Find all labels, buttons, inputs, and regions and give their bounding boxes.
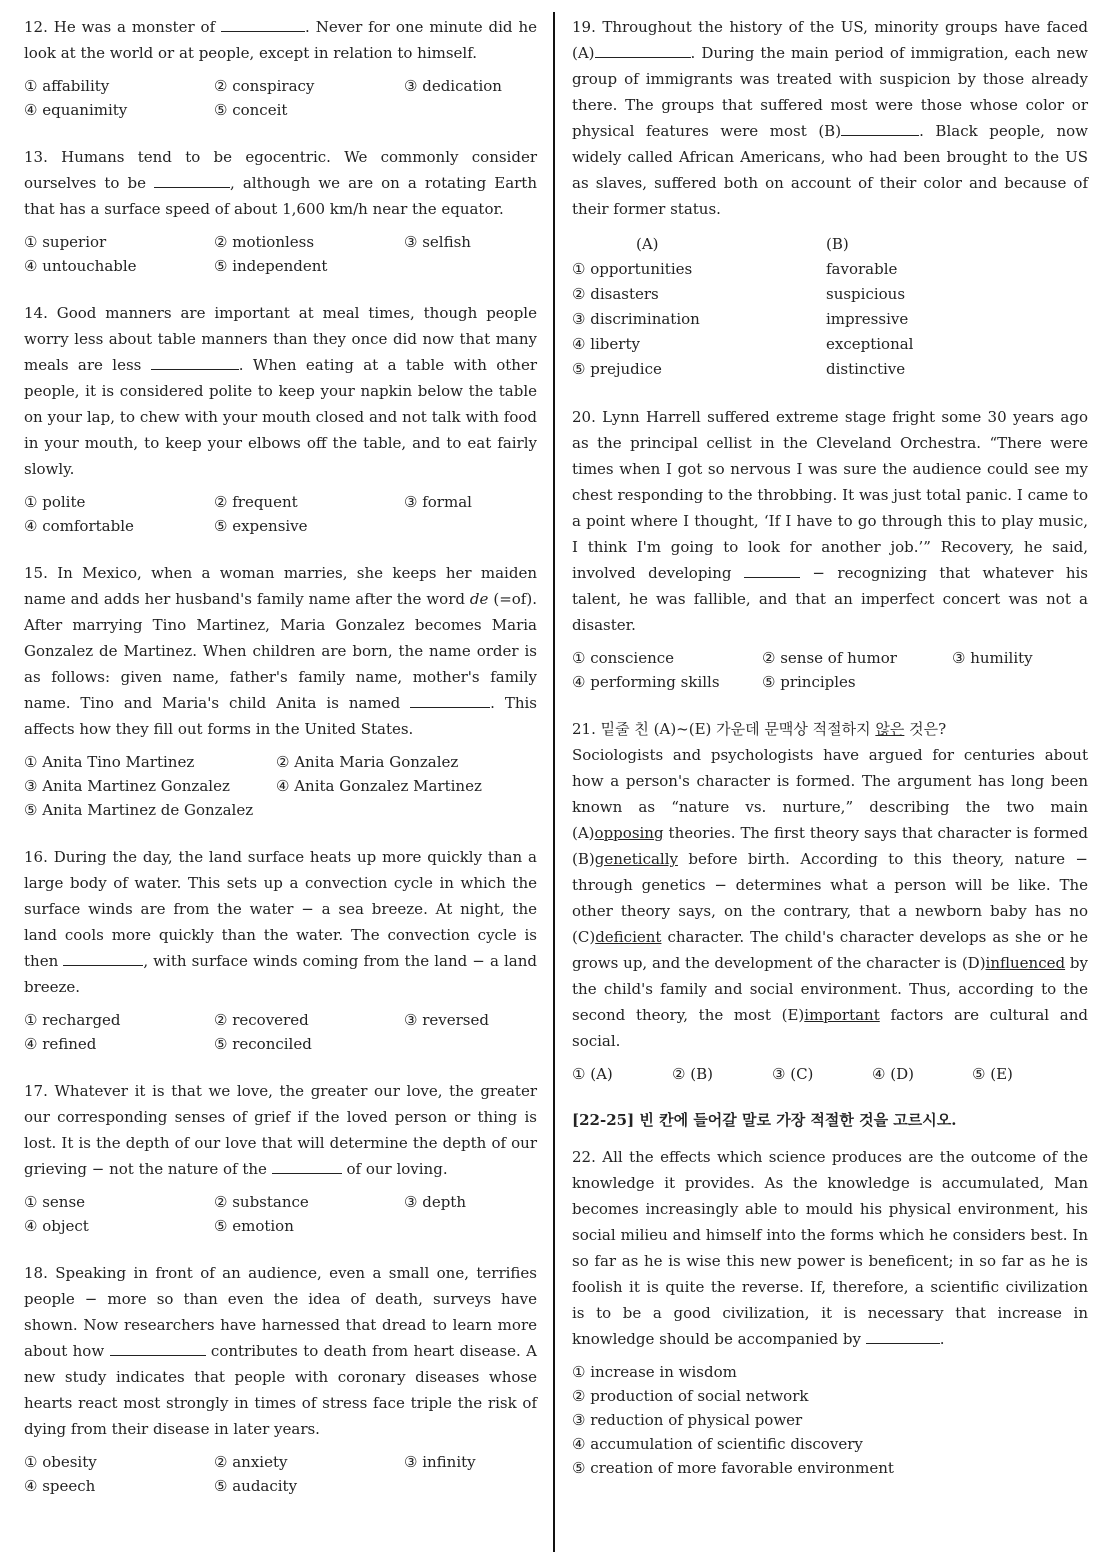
choice-5[interactable]: ⑤ principles — [762, 673, 856, 691]
column-header-b: (B) — [826, 235, 849, 253]
choice-4[interactable]: ④ refined — [24, 1035, 97, 1053]
question-13-text: 13. Humans tend to be egocentric. We commonly consider ourselves to be , although we are on a rotating Earth that has a surface speed of about 1,600 km/h near the equator. — [24, 148, 537, 218]
choice-5[interactable]: ⑤ audacity — [214, 1477, 298, 1495]
answer-blank-b — [841, 120, 919, 136]
choice-4[interactable]: ④ performing skills — [572, 673, 720, 691]
answer-blank — [151, 354, 239, 370]
answer-blank — [63, 950, 143, 966]
choice-3[interactable]: ③ infinity — [404, 1453, 476, 1471]
question-17-choices — [24, 1190, 537, 1238]
column-header-a: (A) — [636, 235, 659, 253]
question-21-passage: Sociologists and psychologists have argued for centuries about how a person's character is formed. The argument has long been known as “nature vs. nurture,” describing the two main (A)opposing theories. The first theory says that character is formed (B)genetically before birth. According to this theory, nature − through genetics − determines what a person will be like. The other theory says, on the contrary, that a newborn baby has no (C)deficient character. The child's character develops as she or he grows up, and the development of the character is (D)influenced by the child's family and social environment. Thus, according to the second theory, the most (E)important factors are cultural and social. — [572, 746, 1088, 1050]
choice-5[interactable]: ⑤ prejudice distinctive — [572, 360, 906, 378]
choice-4[interactable]: ④ Anita Gonzalez Martinez — [276, 777, 482, 795]
answer-blank — [110, 1340, 206, 1356]
choice-4[interactable]: ④ (D) — [872, 1065, 914, 1083]
question-13 — [24, 144, 537, 278]
right-column — [572, 14, 1088, 1502]
question-22-choices — [572, 1360, 1088, 1480]
choice-5[interactable]: ⑤ (E) — [972, 1065, 1013, 1083]
choice-1[interactable]: ① Anita Tino Martinez — [24, 753, 195, 771]
choice-4[interactable]: ④ speech — [24, 1477, 96, 1495]
answer-blank — [154, 172, 230, 188]
question-15 — [24, 560, 537, 822]
question-14-choices — [24, 490, 537, 538]
choice-4[interactable]: ④ accumulation of scientific discovery — [572, 1435, 863, 1453]
choice-1[interactable]: ① superior — [24, 233, 107, 251]
choice-1[interactable]: ① conscience — [572, 649, 675, 667]
question-18 — [24, 1260, 537, 1498]
choice-2[interactable]: ② frequent — [214, 493, 298, 511]
question-18-choices — [24, 1450, 537, 1498]
question-16-text: 16. During the day, the land surface heats up more quickly than a large body of water. This sets up a convection cycle in which the surface winds are from the water − a sea breeze. At night, the land cools more quickly than the water. The convection cycle is then , with surface winds coming from the land − a land breeze. — [24, 848, 537, 996]
choice-3[interactable]: ③ depth — [404, 1193, 466, 1211]
answer-blank — [410, 692, 490, 708]
choice-1[interactable]: ① opportunities favorable — [572, 260, 898, 278]
choice-4[interactable]: ④ untouchable — [24, 257, 137, 275]
question-16 — [24, 844, 537, 1056]
question-22-text: 22. All the effects which science produces are the outcome of the knowledge it provides. As the knowledge is accumulated, Man becomes increasingly able to mould his physical environment, his social milieu and himself into the forms which he considers best. In so far as he is wise this new power is beneficent; in so far as he is foolish it is quite the reverse. If, therefore, a scientific civilization is to be a good civilization, it is necessary that increase in knowledge should be accompanied by . — [572, 1148, 1088, 1348]
choice-3[interactable]: ③ dedication — [404, 77, 502, 95]
choice-5[interactable]: ⑤ creation of more favorable environment — [572, 1459, 894, 1477]
answer-blank — [221, 16, 305, 32]
choice-3[interactable]: ③ humility — [952, 649, 1033, 667]
question-12 — [24, 14, 537, 122]
question-14 — [24, 300, 537, 538]
choice-5[interactable]: ⑤ Anita Martinez de Gonzalez — [24, 801, 254, 819]
underlined-word-a: opposing — [594, 824, 664, 842]
question-13-choices — [24, 230, 537, 278]
question-21 — [572, 716, 1088, 1086]
choice-3[interactable]: ③ formal — [404, 493, 472, 511]
answer-blank-a — [595, 42, 691, 58]
question-22 — [572, 1144, 1088, 1480]
choice-1[interactable]: ① obesity — [24, 1453, 97, 1471]
choice-3[interactable]: ③ reversed — [404, 1011, 489, 1029]
choice-5[interactable]: ⑤ conceit — [214, 101, 288, 119]
choice-5[interactable]: ⑤ reconciled — [214, 1035, 312, 1053]
choice-1[interactable]: ① increase in wisdom — [572, 1363, 737, 1381]
question-21-prompt: 21. 밑줄 친 (A)~(E) 가운데 문맥상 적절하지 않은 것은? — [572, 720, 947, 738]
choice-1[interactable]: ① polite — [24, 493, 86, 511]
question-21-choices — [572, 1062, 1088, 1086]
answer-blank — [744, 562, 800, 578]
column-divider — [553, 12, 555, 1552]
question-14-text: 14. Good manners are important at meal times, though people worry less about table manners than they once did now that many meals are less . When eating at a table with other people, it is considered polite to keep your napkin below the table on your lap, to chew with your mouth closed and not talk with food in your mouth, to keep your elbows off the table, and to eat fairly slowly. — [24, 304, 538, 478]
choice-3[interactable]: ③ Anita Martinez Gonzalez — [24, 777, 230, 795]
question-17-text: 17. Whatever it is that we love, the greater our love, the greater our corresponding senses of grief if the loved person or thing is lost. It is the depth of our love that will determine the depth of our grieving − not the nature of the of our loving. — [24, 1082, 537, 1178]
choice-5[interactable]: ⑤ independent — [214, 257, 328, 275]
question-19 — [572, 14, 1088, 382]
choice-2[interactable]: ② (B) — [672, 1065, 713, 1083]
choice-1[interactable]: ① recharged — [24, 1011, 121, 1029]
choice-1[interactable]: ① sense — [24, 1193, 86, 1211]
choice-2[interactable]: ② recovered — [214, 1011, 309, 1029]
choice-4[interactable]: ④ liberty exceptional — [572, 335, 914, 353]
underlined-word-d: influenced — [985, 954, 1066, 972]
question-15-text: 15. In Mexico, when a woman marries, she keeps her maiden name and adds her husband's family name after the word de (=of). After marrying Tino Martinez, Maria Gonzalez becomes Maria Gonzalez de Martinez. When children are born, the name order is as follows: given name, father's family name, mother's family name. Tino and Maria's child Anita is named . This affects how they fill out forms in the United States. — [24, 564, 538, 738]
choice-3[interactable]: ③ selfish — [404, 233, 471, 251]
choice-1[interactable]: ① affability — [24, 77, 110, 95]
choice-2[interactable]: ② anxiety — [214, 1453, 288, 1471]
question-19-choices — [572, 232, 1088, 382]
question-20-text: 20. Lynn Harrell suffered extreme stage fright some 30 years ago as the principal cellist in the Cleveland Orchestra. “There were times when I got so nervous I was sure the audience could see my chest responding to the throbbing. It was just total panic. I came to a point where I thought, ‘If I have to go through this to play music, I think I'm going to look for another job.’” Recovery, he said, involved developing − recognizing that whatever his talent, he was fallible, and that an imperfect concert was not a disaster. — [572, 408, 1088, 634]
choice-2[interactable]: ② production of social network — [572, 1387, 809, 1405]
choice-2[interactable]: ② sense of humor — [762, 649, 897, 667]
question-19-text: 19. Throughout the history of the US, minority groups have faced (A) . During the main period of immigration, each new group of immigrants was treated with suspicion by those already there. The groups that suffered most were those whose color or physical features were most (B) . Black people, now widely called African Americans, who had been brought to the US as slaves, suffered both on account of their color and because of their former status. — [572, 18, 1088, 218]
choice-3[interactable]: ③ (C) — [772, 1065, 814, 1083]
question-20 — [572, 404, 1088, 694]
choice-2[interactable]: ② Anita Maria Gonzalez — [276, 753, 459, 771]
choice-2[interactable]: ② disasters suspicious — [572, 285, 906, 303]
underlined-word-e: important — [804, 1006, 880, 1024]
answer-blank — [272, 1158, 342, 1174]
underlined-word-c: deficient — [595, 928, 662, 946]
choice-2[interactable]: ② conspiracy — [214, 77, 315, 95]
choice-5[interactable]: ⑤ emotion — [214, 1217, 294, 1235]
question-15-choices — [24, 750, 537, 822]
question-20-choices — [572, 646, 1088, 694]
left-column — [24, 14, 537, 1520]
choice-4[interactable]: ④ equanimity — [24, 101, 128, 119]
underlined-word-b: genetically — [594, 850, 678, 868]
choice-3[interactable]: ③ reduction of physical power — [572, 1411, 803, 1429]
choice-4[interactable]: ④ object — [24, 1217, 89, 1235]
section-heading: [22-25] 빈 칸에 들어갈 말로 가장 적절한 것을 고르시오. — [572, 1111, 957, 1129]
choice-5[interactable]: ⑤ expensive — [214, 517, 308, 535]
question-12-text: 12. He was a monster of . Never for one minute did he look at the world or at people, except in relation to himself. — [24, 18, 537, 62]
choice-1[interactable]: ① (A) — [572, 1065, 613, 1083]
choice-4[interactable]: ④ comfortable — [24, 517, 134, 535]
answer-blank — [866, 1328, 940, 1344]
choice-2[interactable]: ② substance — [214, 1193, 309, 1211]
question-18-text: 18. Speaking in front of an audience, even a small one, terrifies people − more so than even the idea of death, surveys have shown. Now researchers have harnessed that dread to learn more about how contributes to death from heart disease. A new study indicates that people with coronary diseases whose hearts react most strongly in times of stress face triple the risk of dying from their disease in later years. — [24, 1264, 537, 1438]
question-12-choices — [24, 74, 537, 122]
choice-2[interactable]: ② motionless — [214, 233, 315, 251]
question-16-choices — [24, 1008, 537, 1056]
choice-3[interactable]: ③ discrimination impressive — [572, 310, 909, 328]
question-17 — [24, 1078, 537, 1238]
